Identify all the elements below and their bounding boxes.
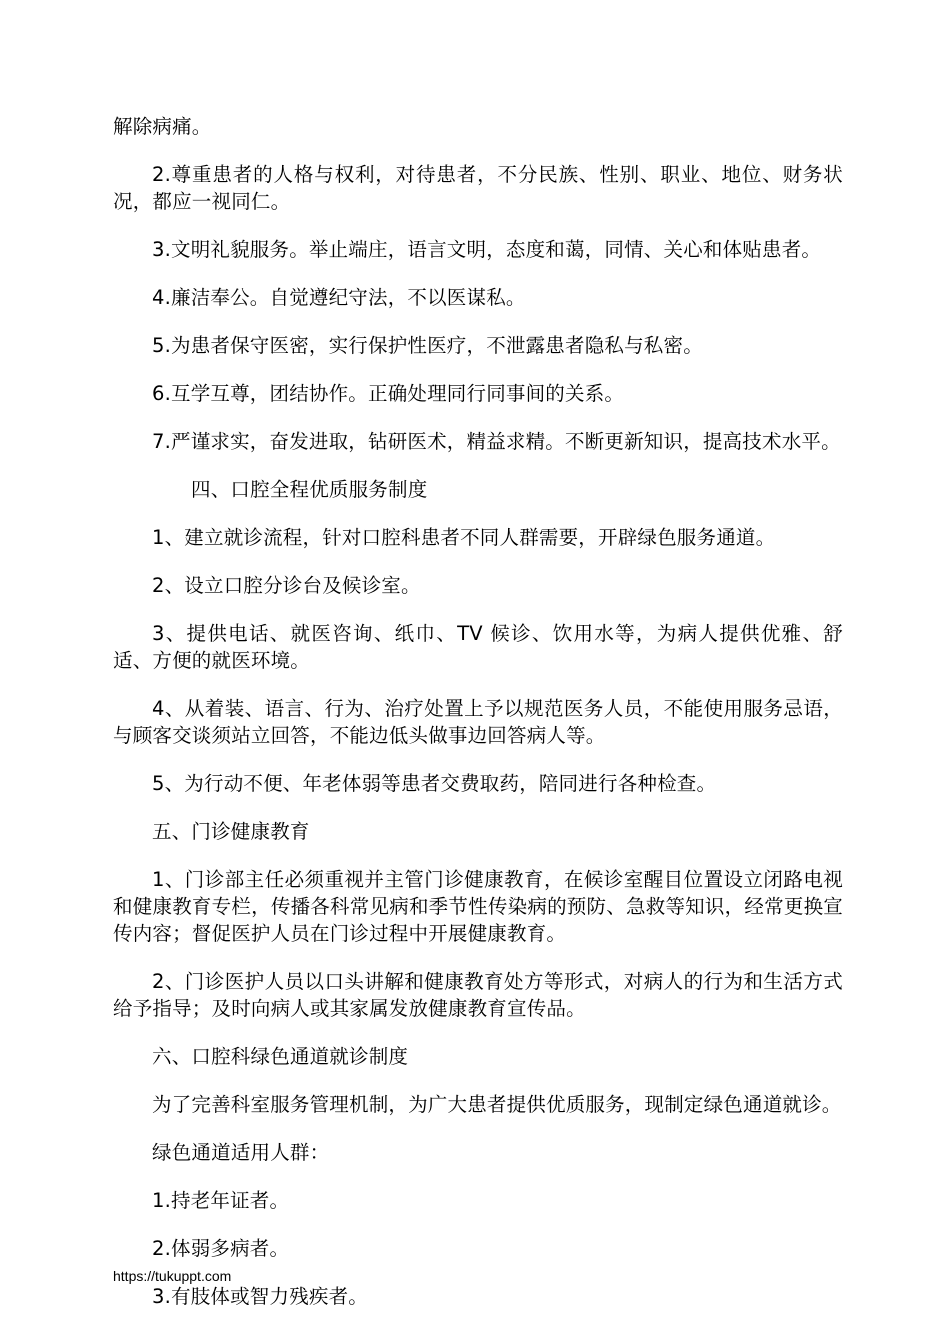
- paragraph-item-7: 7.严谨求实，奋发进取，钻研医术，精益求精。不断更新知识，提高技术水平。: [152, 430, 841, 453]
- paragraph-education-2: 2、门诊医护人员以口头讲解和健康教育处方等形式，对病人的行为和生活方式给予指导；及时向病人或其家属发放健康教育宣传品。: [113, 970, 843, 1020]
- paragraph-service-4: 4、从着装、语言、行为、治疗处置上予以规范医务人员，不能使用服务忌语，与顾客交谈须站立回答，不能边低头做事边回答病人等。: [113, 697, 843, 747]
- paragraph-continuation: 解除病痛。: [113, 115, 212, 138]
- section-heading-4: 四、口腔全程优质服务制度: [191, 478, 428, 501]
- footer-url: https://tukuppt.com: [113, 1268, 232, 1284]
- section-heading-5: 五、门诊健康教育: [152, 820, 310, 843]
- paragraph-item-6: 6.互学互尊，团结协作。正确处理同行同事间的关系。: [152, 382, 625, 405]
- section-heading-6: 六、口腔科绿色通道就诊制度: [152, 1045, 409, 1068]
- paragraph-service-3: 3、提供电话、就医咨询、纸巾、TV 候诊、饮用水等，为病人提供优雅、舒适、方便的就医环境。: [113, 622, 843, 672]
- paragraph-green-channel-1: 1.持老年证者。: [152, 1189, 290, 1212]
- paragraph-green-channel-applicable: 绿色通道适用人群：: [152, 1141, 330, 1164]
- paragraph-green-channel-3: 3.有肢体或智力残疾者。: [152, 1285, 369, 1308]
- paragraph-item-2: 2.尊重患者的人格与权利，对待患者，不分民族、性别、职业、地位、财务状况，都应一视同仁。: [113, 163, 843, 213]
- paragraph-green-channel-intro: 为了完善科室服务管理机制，为广大患者提供优质服务，现制定绿色通道就诊。: [152, 1093, 842, 1116]
- paragraph-service-1: 1、建立就诊流程，针对口腔科患者不同人群需要，开辟绿色服务通道。: [152, 526, 776, 549]
- paragraph-item-4: 4.廉洁奉公。自觉遵纪守法，不以医谋私。: [152, 286, 526, 309]
- paragraph-item-5: 5.为患者保守医密，实行保护性医疗，不泄露患者隐私与私密。: [152, 334, 703, 357]
- document-page: [113, 113, 843, 1331]
- paragraph-item-3: 3.文明礼貌服务。举止端庄，语言文明，态度和蔼，同情、关心和体贴患者。: [152, 238, 822, 261]
- paragraph-service-5: 5、为行动不便、年老体弱等患者交费取药，陪同进行各种检查。: [152, 772, 717, 795]
- paragraph-service-2: 2、设立口腔分诊台及候诊室。: [152, 574, 421, 597]
- paragraph-education-1: 1、门诊部主任必须重视并主管门诊健康教育，在候诊室醒目位置设立闭路电视和健康教育专栏，传播各科常见病和季节性传染病的预防、急救等知识，经常更换宣传内容；督促医护人员在门诊过程中开展健康教育。: [113, 868, 843, 945]
- paragraph-green-channel-2: 2.体弱多病者。: [152, 1237, 290, 1260]
